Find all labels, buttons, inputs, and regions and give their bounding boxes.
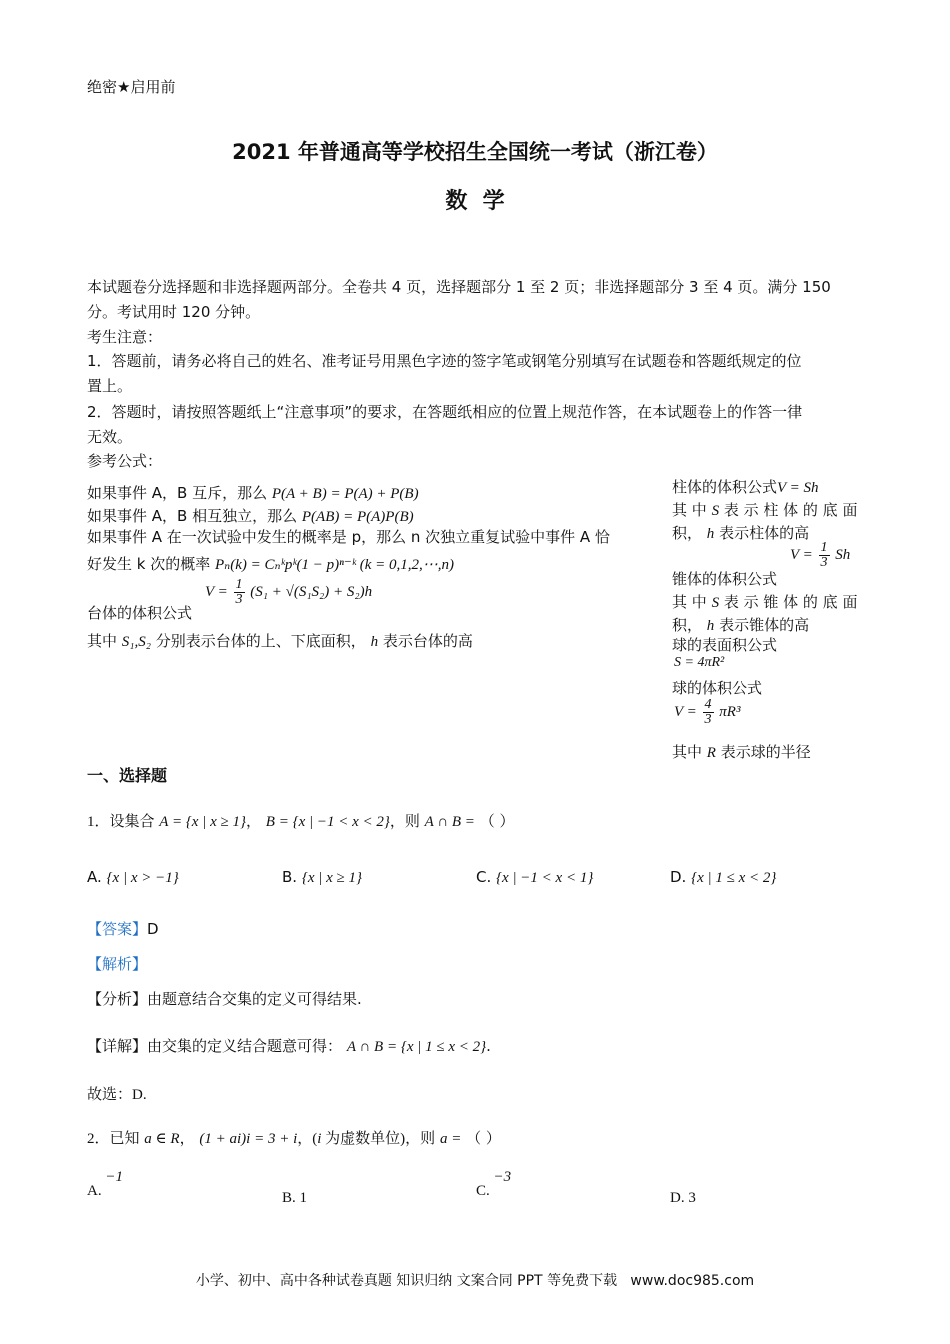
- xiangjie-math: A ∩ B = {x | 1 ≤ x < 2}: [346, 1039, 487, 1055]
- option-label: A.: [87, 1183, 102, 1199]
- sphere-note: [672, 741, 811, 762]
- intro-line-2: 分。考试用时 120 分钟。: [87, 303, 261, 321]
- xiangjie-period: .: [486, 1037, 491, 1055]
- formula-lhs: V =: [205, 583, 228, 600]
- numerator: 4: [704, 697, 712, 712]
- option-b[interactable]: [282, 868, 362, 887]
- fraction-one-third: [234, 578, 245, 607]
- stem-math: A ∩ B =: [424, 814, 475, 830]
- note-2a: 2．答题时，请按照答题纸上“注意事项”的要求，在答题纸相应的位置上规范作答，在本试题卷上的作答一律: [87, 403, 803, 421]
- formula-math: P(AB) = P(A)P(B): [301, 509, 414, 525]
- analysis-tag: 【解析】: [87, 955, 148, 973]
- option-label: B.: [282, 868, 298, 886]
- denominator: 3: [235, 592, 243, 607]
- fenxi-tag: 【分析】: [87, 990, 148, 1008]
- option-value: {x | −1 < x < 1}: [496, 870, 594, 886]
- option-c[interactable]: [476, 868, 593, 887]
- option-label: A.: [87, 868, 102, 886]
- note-text: 表示球的半径: [720, 743, 811, 761]
- stem-text: ，: [179, 1129, 195, 1147]
- denominator: 3: [820, 555, 828, 570]
- stem-math: a ∈ R: [144, 1131, 180, 1147]
- subject-title: 数 学: [445, 189, 505, 214]
- answer-line: [87, 918, 159, 939]
- question-2-stem: [87, 1127, 501, 1148]
- note-text: 其中: [672, 743, 703, 761]
- formula-frustum-note: [87, 630, 473, 651]
- xiangjie-tag: 【详解】: [87, 1037, 148, 1055]
- stem-text: ，(: [297, 1131, 318, 1147]
- note-text: 其中: [87, 632, 118, 650]
- prism-note-2: [672, 522, 809, 543]
- note-text: 表 示 柱 体 的 底 面: [723, 501, 858, 519]
- note-math: h: [370, 634, 379, 650]
- note-text: 分别表示台体的上、下底面积，: [155, 632, 366, 650]
- formula-text: 如果事件 A，B 互斥，那么: [87, 484, 268, 502]
- option-a[interactable]: [87, 868, 179, 887]
- formula-lhs: V =: [674, 703, 697, 720]
- note-text: 其 中: [672, 501, 707, 519]
- note-text: 表 示 锥 体 的 底 面: [723, 593, 858, 611]
- formula-text: 如果事件 A，B 相互独立，那么: [87, 507, 298, 525]
- stem-math: (1 + ai)i = 3 + i: [199, 1131, 298, 1147]
- prism-note-1: [672, 499, 857, 520]
- note-math: S: [711, 503, 720, 519]
- stem-text: 2．已知: [87, 1131, 140, 1147]
- intro-line-1: 本试题卷分选择题和非选择题两部分。全卷共 4 页，选择题部分 1 至 2 页；非选择题部分 3 至 4 页。满分 150: [87, 278, 831, 296]
- note-math: S: [711, 595, 720, 611]
- note-text: 表示锥体的高: [719, 616, 810, 634]
- formula-math: V = Sh: [777, 480, 819, 496]
- cone-note-1: [672, 591, 857, 612]
- footer-ad[interactable]: 小学、初中、高中各种试卷真题 知识归纳 文案合同 PPT 等免费下载 www.doc985.com: [195, 1273, 755, 1289]
- option-value: {x | 1 ≤ x < 2}: [691, 870, 777, 886]
- q2-option-c[interactable]: [476, 1169, 512, 1200]
- note-text: 其 中: [672, 593, 707, 611]
- q2-option-b[interactable]: [282, 1190, 307, 1207]
- note-1a: 1．答题前，请务必将自己的姓名、准考证号用黑色字迹的签字笔或钢笔分别填写在试题卷和答题纸规定的位: [87, 352, 802, 370]
- note-math: R: [706, 745, 716, 761]
- sphere-volume-label: 球的体积公式: [672, 679, 763, 697]
- stem-math: a =: [439, 1131, 462, 1147]
- denominator: 3: [704, 712, 712, 727]
- fraction-four-thirds: [703, 698, 714, 727]
- cone-volume-formula: [790, 541, 850, 570]
- option-label: D.: [670, 1190, 685, 1206]
- numerator: 1: [235, 577, 243, 592]
- fenxi-line: [87, 988, 362, 1009]
- formula-lhs: V =: [790, 546, 813, 563]
- numerator: 1: [820, 540, 828, 555]
- option-value: −3: [493, 1169, 512, 1185]
- answer-value: D: [147, 920, 159, 938]
- note-text: 表示柱体的高: [719, 524, 810, 542]
- cone-note-2: [672, 614, 809, 635]
- stem-text: ，: [245, 812, 261, 830]
- option-label: B.: [282, 1190, 296, 1206]
- option-d[interactable]: [670, 868, 776, 887]
- note-1b: 置上。: [87, 377, 133, 395]
- formula-title: 参考公式：: [87, 452, 163, 470]
- sphere-volume-formula: [674, 698, 740, 727]
- formula-independent: [87, 505, 414, 526]
- formula-rhs: (S₁ + √(S₁S₂) + S₂)h: [250, 583, 373, 600]
- option-label: C.: [476, 1183, 490, 1199]
- stem-text: 1．设集合: [87, 814, 155, 830]
- q2-option-d[interactable]: [670, 1190, 696, 1207]
- note-text: 积，: [672, 616, 703, 634]
- choose-line: 故选：D.: [87, 1087, 147, 1103]
- option-value: {x | x ≥ 1}: [301, 870, 363, 886]
- formula-math: Pₙ(k) = Cₙᵏpᵏ(1 − p)ⁿ⁻ᵏ (k = 0,1,2,⋯,n): [215, 557, 455, 573]
- set-a: A = {x | x ≥ 1}: [159, 814, 246, 830]
- section-heading: 一、选择题: [87, 766, 168, 785]
- formula-text: 柱体的体积公式: [672, 478, 778, 496]
- option-label: C.: [476, 868, 492, 886]
- formula-frustum: [205, 578, 372, 607]
- option-value: {x | x > −1}: [106, 870, 179, 886]
- answer-blank: （ ）: [479, 812, 515, 830]
- stem-math: i: [317, 1131, 322, 1147]
- q2-option-a[interactable]: [87, 1169, 123, 1200]
- formula-text: 好发生 k 次的概率: [87, 555, 211, 573]
- prism-volume: [672, 476, 819, 497]
- note-math: h: [706, 618, 715, 634]
- formula-math: P(A + B) = P(A) + P(B): [271, 486, 419, 502]
- option-value: 1: [299, 1190, 308, 1206]
- note-math: h: [706, 526, 715, 542]
- cone-volume-label: 锥体的体积公式: [672, 570, 778, 588]
- formula-rhs: πR³: [719, 703, 741, 720]
- option-value: −1: [105, 1169, 123, 1185]
- formula-mutex: [87, 482, 419, 503]
- formula-binomial-line1: 如果事件 A 在一次试验中发生的概率是 p，那么 n 次独立重复试验中事件 A 恰: [87, 528, 610, 546]
- note-math: S₁,S₂: [121, 634, 151, 650]
- option-label: D.: [670, 868, 687, 886]
- question-1-stem: [87, 810, 515, 831]
- formula-rhs: Sh: [835, 546, 851, 563]
- stem-text: ，则: [389, 812, 420, 830]
- notes-title: 考生注意：: [87, 328, 163, 346]
- note-text: 积，: [672, 524, 703, 542]
- exam-title: 2021 年普通高等学校招生全国统一考试（浙江卷）: [232, 140, 718, 164]
- note-2b: 无效。: [87, 428, 133, 446]
- xiangjie-line: [87, 1035, 491, 1056]
- xiangjie-text: 由交集的定义结合题意可得：: [147, 1037, 343, 1055]
- sphere-area-label: 球的表面积公式: [672, 636, 778, 654]
- fraction-one-third: [819, 541, 830, 570]
- answer-blank: （ ）: [466, 1129, 501, 1147]
- sphere-area-formula: S = 4πR²: [674, 655, 725, 670]
- fenxi-text: 由题意结合交集的定义可得结果.: [147, 990, 362, 1008]
- note-text: 表示台体的高: [382, 632, 473, 650]
- stem-text: 为虚数单位)，则: [321, 1131, 436, 1147]
- formula-binomial-line2: [87, 553, 454, 574]
- set-b: B = {x | −1 < x < 2}: [265, 814, 390, 830]
- formula-frustum-label: 台体的体积公式: [87, 604, 193, 622]
- option-value: 3: [688, 1190, 696, 1206]
- answer-tag: 【答案】: [87, 920, 148, 938]
- confidential-mark: 绝密★启用前: [87, 78, 176, 96]
